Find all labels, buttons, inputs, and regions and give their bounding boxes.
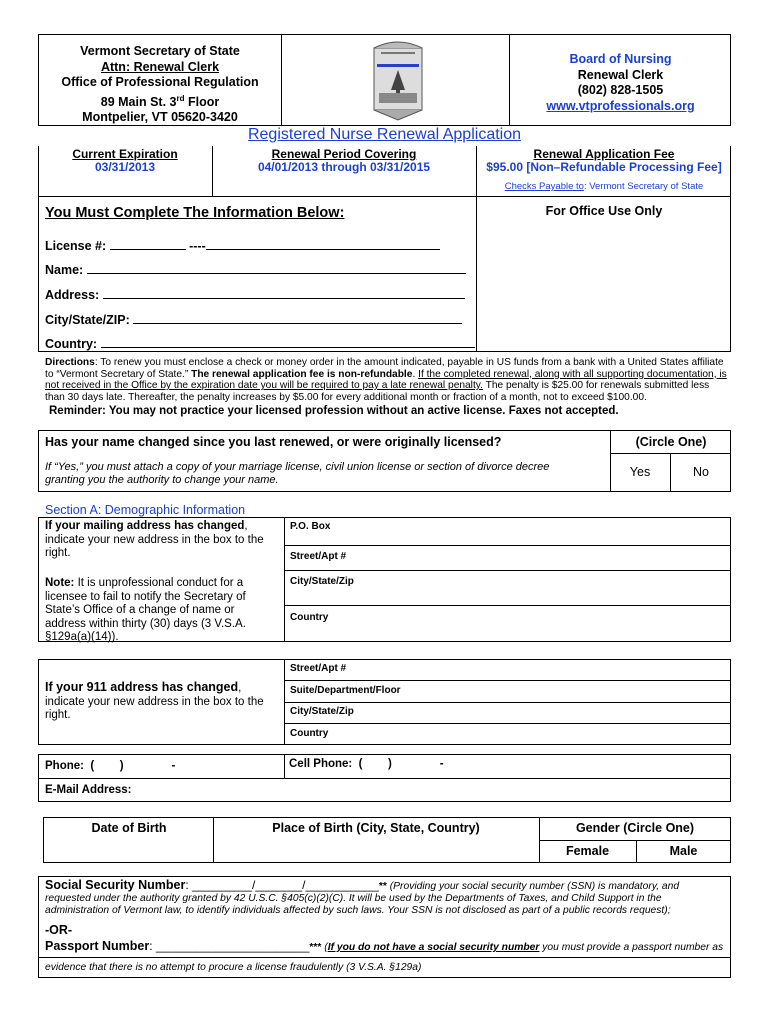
passport-label: Passport Number	[45, 939, 150, 953]
gender-female[interactable]: Female	[565, 844, 610, 858]
csz-field[interactable]	[133, 311, 462, 324]
country-field-mailing[interactable]: Country	[290, 612, 329, 623]
name-change-question: Has your name changed since you last renewed, or were originally licensed?	[45, 435, 502, 449]
agency-name: Vermont Secretary of State	[80, 44, 240, 58]
dob-label: Date of Birth	[91, 821, 167, 835]
city-line: Montpelier, VT 05620-3420	[82, 110, 238, 125]
renewal-fee	[478, 148, 730, 193]
checks-payable: Checks Payable to: Vermont Secretary of State	[504, 181, 704, 192]
address-label: Address:	[45, 288, 100, 302]
mailing-line-1	[284, 545, 731, 546]
expiration-label: Current Expiration	[72, 147, 178, 161]
attn-line: Attn: Renewal Clerk	[100, 59, 220, 74]
license-label: License #:	[45, 239, 107, 253]
period-label: Renewal Period Covering	[271, 147, 417, 161]
license-row	[45, 237, 440, 253]
e911-line-2	[284, 702, 731, 703]
period-value: 04/01/2013 through 03/31/2015	[257, 160, 431, 174]
csz-label: City/State/ZIP:	[45, 313, 130, 327]
address-field[interactable]	[103, 286, 465, 299]
evidence-note: evidence that there is no attempt to procure a license fraudulently (3 V.S.A. §129a)	[45, 962, 422, 973]
passport-field[interactable]: : _______________________	[149, 939, 310, 953]
cell-phone-field[interactable]: Cell Phone: ( ) -	[289, 758, 444, 770]
header-divider-1	[281, 34, 282, 126]
e911-street-field[interactable]: Street/Apt #	[290, 663, 347, 674]
board-contact	[511, 52, 730, 114]
name-row	[45, 261, 466, 277]
ssn-block	[45, 879, 727, 917]
or-separator: -OR-	[45, 923, 73, 937]
office-use-divider	[476, 197, 477, 352]
phone-field[interactable]: Phone: ( ) -	[45, 760, 176, 772]
mailing-divider	[284, 517, 285, 642]
current-expiration	[40, 148, 210, 174]
phone-hline	[38, 778, 731, 779]
e911-line-1	[284, 680, 731, 681]
ssn-stars: **	[378, 881, 387, 892]
header-divider-2	[509, 34, 510, 126]
name-change-yes[interactable]: Yes	[629, 465, 651, 479]
passport-notice: (If you do not have a social security number you must provide a passport number as	[321, 942, 724, 953]
expiration-value: 03/31/2013	[94, 160, 156, 174]
address-row	[45, 286, 465, 302]
name-change-no[interactable]: No	[693, 465, 709, 479]
circle-one-label: (Circle One)	[635, 435, 707, 449]
board-phone: (802) 828-1505	[577, 83, 664, 97]
e911-csz-field[interactable]: City/State/Zip	[290, 706, 354, 717]
gender-hline	[539, 840, 731, 841]
e911-suite-field[interactable]: Suite/Department/Floor	[290, 685, 401, 696]
directions: Directions: To renew you must enclose a check or money order in the amount indicated, payable in US funds from a bank with a United States affiliate to “Vermont Secretary of State.” The renewal application fee is non-refundable. If the completed renewal, along with all supporting documentation, is not received in the Office by the expiration date you will be required to pay a late renewal penalty. The penalty is $25.00 for renewals submitted less than 30 days late. Thereafter, the penalty increases by $5.00 for every additional month or fraction of a month, not to exceed $100.00.	[45, 357, 727, 403]
pob-label: Place of Birth (City, State, Country)	[272, 821, 480, 835]
period-divider-1	[212, 146, 213, 197]
reminder: Reminder: You may not practice your licensed profession without an active license. Faxes not accepted.	[49, 405, 619, 417]
country-label: Country:	[45, 337, 98, 351]
license-dash: ----	[189, 239, 206, 253]
fee-label: Renewal Application Fee	[533, 147, 675, 161]
phone-divider	[284, 754, 285, 778]
name-change-note: If “Yes,” you must attach a copy of your marriage license, civil union license or section of divorce decree granting you the authority to change your name.	[45, 461, 550, 486]
passport-row	[45, 939, 727, 953]
passport-hline	[38, 957, 731, 958]
period-divider-2	[476, 146, 477, 197]
ssn-label: Social Security Number	[45, 878, 186, 892]
country-field[interactable]	[101, 335, 475, 348]
email-field[interactable]: E-Mail Address:	[45, 784, 132, 796]
ssn-notice: (Providing your social security number (SSN) is mandatory, and requested under the authority granted by 42 U.S.C. §405(c)(2)(C). It will be used by the Departments of Taxes, and Child Support in the administration of Vermont law, to identify individuals affected by such laws. Your SSN is not disclosed as part of a public records request);	[45, 881, 680, 916]
agency-address	[40, 44, 280, 126]
e911-change-text: If your 911 address has changed, indicate your new address in the box to the right.	[45, 680, 264, 721]
office-name: Office of Professional Regulation	[61, 75, 259, 89]
mailing-change-text: If your mailing address has changed, indicate your new address in the box to the right.	[45, 520, 264, 559]
renewal-clerk: Renewal Clerk	[577, 67, 664, 82]
country-row	[45, 335, 475, 351]
e911-country-field[interactable]: Country	[290, 728, 329, 739]
mailing-line-2	[284, 570, 731, 571]
renewal-period	[214, 148, 474, 174]
e911-line-3	[284, 723, 731, 724]
name-label: Name:	[45, 263, 84, 277]
board-website-link[interactable]: www.vtprofessionals.org	[546, 98, 695, 113]
city-state-zip-field[interactable]: City/State/Zip	[290, 576, 354, 587]
mailing-line-3	[284, 605, 731, 606]
vermont-seal-icon	[371, 38, 425, 122]
unprofessional-note: Note: It is unprofessional conduct for a licensee to fail to notify the Secretary of State’s Office of a change of name or address within thirty (30) days (3 V.S.A. §129a(a)(14)).	[45, 577, 246, 643]
street-line: 89 Main St. 3rd Floor	[100, 93, 220, 109]
license-prefix-field[interactable]	[110, 237, 186, 250]
po-box-field[interactable]: P.O. Box	[290, 521, 331, 532]
passport-stars: ***	[309, 942, 322, 953]
csz-row	[45, 311, 462, 327]
section-a-title: Section A: Demographic Information	[45, 503, 246, 517]
street-field[interactable]: Street/Apt #	[290, 551, 347, 562]
gender-male[interactable]: Male	[669, 844, 698, 858]
info-heading: You Must Complete The Information Below:	[45, 205, 345, 221]
name-field[interactable]	[87, 261, 466, 274]
board-name: Board of Nursing	[569, 52, 672, 66]
fee-value: $95.00 [Non–Refundable Processing Fee]	[486, 160, 722, 174]
ssn-field[interactable]: : _________/_______/___________	[185, 878, 379, 892]
page-title: Registered Nurse Renewal Application	[247, 126, 522, 143]
license-number-field[interactable]	[206, 237, 440, 250]
gender-label: Gender (Circle One)	[575, 821, 695, 835]
office-use-label: For Office Use Only	[545, 204, 663, 218]
